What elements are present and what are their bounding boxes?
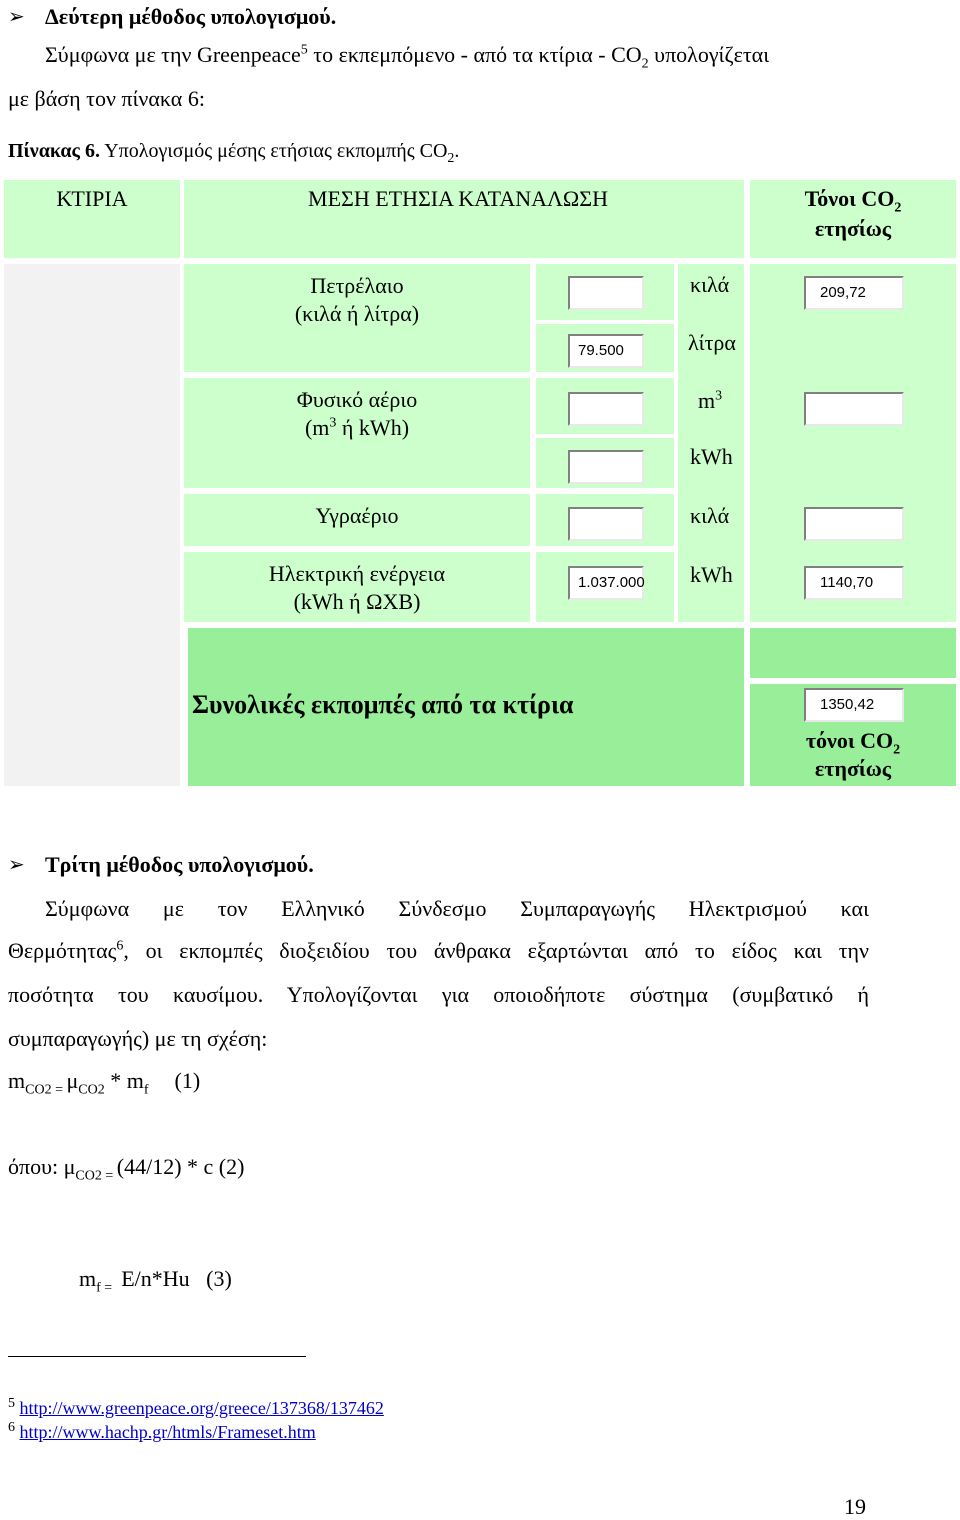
unit-m3	[698, 388, 722, 414]
footnote-6	[8, 1422, 316, 1443]
text-run: μ	[66, 1068, 79, 1093]
text-run: το εκπεμπόμενο - από τα κτίρια - CO	[307, 42, 642, 67]
row-label-lpg	[184, 494, 530, 546]
footnote-link[interactable]: http://www.greenpeace.org/greece/137368/137462	[19, 1398, 384, 1418]
section-heading: Δεύτερη μέθοδος υπολογισμού.	[45, 4, 337, 29]
paragraph-line: συμπαραγωγής) με τη σχέση:	[8, 1026, 268, 1051]
subscript: f	[143, 1082, 149, 1098]
equation-1	[8, 1068, 201, 1098]
electricity-kwh-input[interactable]: 1.037.000	[568, 566, 644, 600]
text-run: Τόνοι CO	[804, 186, 895, 211]
caption-text: Υπολογισμός μέσης ετήσιας εκπομπής CO	[99, 140, 448, 162]
subscript: 2	[894, 200, 902, 216]
unit-kwh: kWh	[690, 444, 733, 469]
footnote-ref: 6	[116, 938, 124, 954]
total-top-cell	[750, 628, 956, 678]
subscript: 2	[447, 151, 455, 166]
text-run: Σύμφωνα με την Greenpeace	[45, 42, 301, 67]
text-run: ή kWh)	[336, 415, 410, 440]
subscript: CO2 =	[25, 1082, 67, 1098]
header-cell-tons	[750, 180, 956, 258]
row-label-text: (κιλά ή λίτρα)	[294, 301, 420, 326]
total-label-cell	[188, 628, 744, 786]
footnote-link[interactable]: http://www.hachp.gr/htmls/Frameset.htm	[19, 1422, 316, 1442]
row-label-text: Πετρέλαιο	[310, 273, 404, 298]
footnote-5	[8, 1398, 384, 1419]
subscript: CO2	[78, 1082, 105, 1098]
oil-liters-input[interactable]: 79.500	[568, 334, 644, 368]
row-label-text	[184, 414, 530, 442]
text-run: E/n*Hu (3)	[115, 1266, 232, 1291]
text-run: υπολογίζεται	[648, 42, 770, 67]
bullet-arrow-icon: ➢	[8, 4, 25, 28]
paragraph-line	[8, 938, 869, 964]
page-number: 19	[844, 1494, 866, 1519]
unit-kwh: kWh	[690, 562, 733, 587]
oil-tons-output[interactable]: 209,72	[804, 276, 904, 310]
subscript: 2	[893, 742, 901, 758]
total-value-cell	[750, 684, 956, 786]
text-run: όπου: μ	[8, 1154, 76, 1179]
unit-kg: κιλά	[690, 272, 730, 297]
equation-3	[68, 1240, 232, 1296]
table-caption	[8, 138, 459, 164]
row-label-gas	[184, 378, 530, 488]
footnote-divider	[8, 1356, 306, 1357]
text-run: * m	[104, 1068, 144, 1093]
subscript: f =	[96, 1280, 116, 1296]
paragraph-line	[45, 42, 770, 72]
lpg-kg-input[interactable]	[568, 507, 644, 541]
row-label-text: Ηλεκτρική ενέργεια	[268, 561, 446, 586]
caption-text: .	[454, 140, 460, 162]
oil-kg-input[interactable]	[568, 276, 644, 310]
total-unit: ετησίως	[814, 756, 892, 781]
subscript: CO2 =	[75, 1168, 117, 1184]
section-heading: Τρίτη μέθοδος υπολογισμού.	[45, 852, 314, 877]
text-run: (m	[304, 415, 330, 440]
total-label: Συνολικές εκπομπές από τα κτίρια	[192, 690, 574, 719]
total-tons-output[interactable]: 1350,42	[804, 688, 904, 722]
subscript: 2	[641, 56, 649, 72]
lpg-tons-output[interactable]	[804, 507, 904, 541]
paragraph-line: Σύμφωνα με τον Ελληνικό Σύνδεσμο Συμπαραγωγής Ηλεκτρισμού και	[45, 896, 869, 921]
electricity-tons-output[interactable]: 1140,70	[804, 566, 904, 600]
header-cell-buildings	[4, 180, 180, 258]
paragraph-line: με βάση τον πίνακα 6:	[8, 86, 205, 111]
bullet-arrow-icon: ➢	[8, 852, 25, 876]
header-cell-consumption	[184, 180, 744, 258]
gas-kwh-input[interactable]	[568, 450, 644, 484]
header-label: ΚΤΙΡΙΑ	[56, 186, 128, 211]
header-label: ΜΕΣΗ ΕΤΗΣΙΑ ΚΑΤΑΝΑΛΩΣΗ	[308, 186, 608, 211]
gas-tons-output[interactable]	[804, 392, 904, 426]
row-label-text: Υγραέριο	[315, 503, 399, 528]
caption-label: Πίνακας 6.	[8, 140, 100, 162]
footnote-number: 6	[8, 1420, 15, 1435]
header-label: ετησίως	[814, 216, 892, 241]
row-label-electricity	[184, 552, 530, 622]
row-label-oil	[184, 264, 530, 372]
text-run: (44/12) * c (2)	[116, 1154, 245, 1179]
text-run: τόνοι CO	[805, 728, 894, 753]
unit-liters: λίτρα	[688, 330, 736, 355]
text-run: m	[79, 1266, 97, 1291]
header-label	[750, 186, 956, 216]
superscript: 3	[715, 388, 723, 404]
equation-2	[8, 1154, 245, 1184]
footnote-ref: 5	[300, 42, 308, 58]
total-unit	[750, 728, 956, 758]
text-run: , οι εκπομπές διοξειδίου του άνθρακα εξαρτώνται από το είδος και την	[123, 938, 869, 963]
text-run: m	[698, 388, 716, 413]
text-run: m	[8, 1068, 26, 1093]
unit-kg: κιλά	[690, 503, 730, 528]
text-run: Θερμότητας	[8, 938, 117, 963]
gas-m3-input[interactable]	[568, 392, 644, 426]
buildings-column-body	[4, 264, 180, 786]
superscript: 3	[329, 415, 337, 431]
row-label-text: (kWh ή ΩΧΒ)	[293, 589, 421, 614]
row-label-text: Φυσικό αέριο	[296, 387, 418, 412]
footnote-number: 5	[8, 1396, 15, 1411]
paragraph-line: ποσότητα του καυσίμου. Υπολογίζονται για οποιοδήποτε σύστημα (συμβατικό ή	[8, 982, 869, 1007]
equation-number: (1)	[174, 1068, 201, 1093]
